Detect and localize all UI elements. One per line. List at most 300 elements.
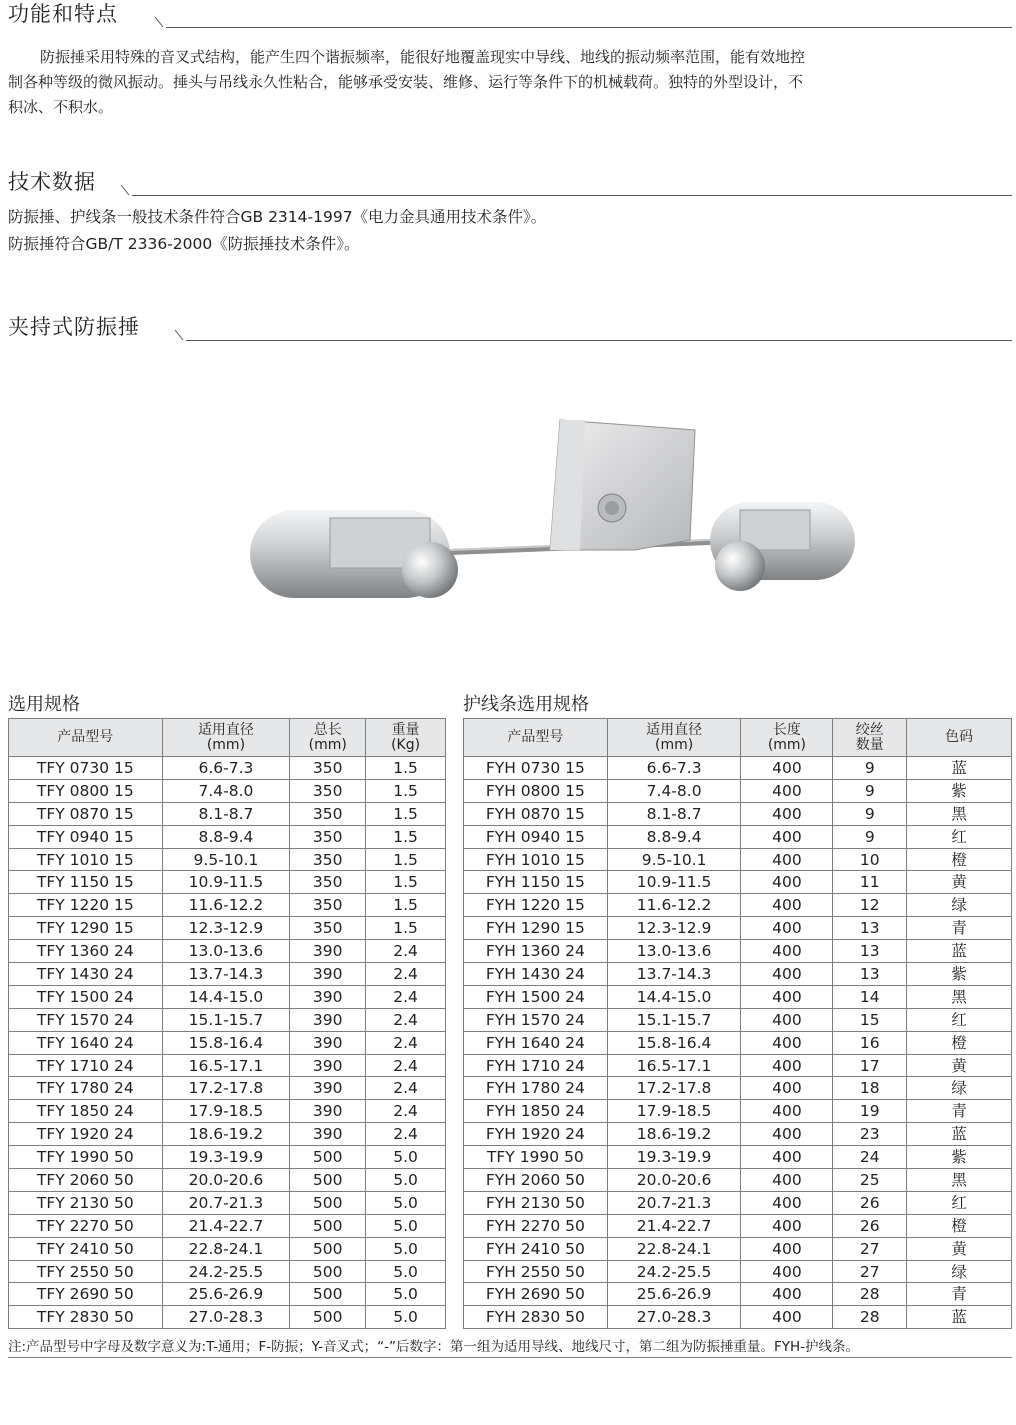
table-cell: 400 xyxy=(741,1077,833,1100)
table-cell: 橙 xyxy=(907,848,1012,871)
table-cell: 1.5 xyxy=(366,917,446,940)
table-cell: FYH 2270 50 xyxy=(464,1214,608,1237)
table-cell: 25.6-26.9 xyxy=(607,1283,741,1306)
table-cell: 400 xyxy=(741,871,833,894)
table-cell: TFY 2410 50 xyxy=(9,1237,163,1260)
table-cell: 350 xyxy=(290,825,366,848)
table-cell: 5.0 xyxy=(366,1260,446,1283)
table-cell: 15.8-16.4 xyxy=(607,1031,741,1054)
table-row xyxy=(9,757,446,780)
table-row xyxy=(9,1008,446,1031)
table-row xyxy=(9,825,446,848)
table-cell: FYH 1220 15 xyxy=(464,894,608,917)
table-cell: 青 xyxy=(907,1100,1012,1123)
table-cell: TFY 1430 24 xyxy=(9,963,163,986)
table-cell: 5.0 xyxy=(366,1306,446,1329)
table-cell: 9 xyxy=(833,802,907,825)
header-cell: 色码 xyxy=(907,719,1012,757)
table-cell: FYH 0940 15 xyxy=(464,825,608,848)
table-cell: 400 xyxy=(741,985,833,1008)
table-cell: 黑 xyxy=(907,985,1012,1008)
table-cell: 400 xyxy=(741,1100,833,1123)
table-cell: 5.0 xyxy=(366,1191,446,1214)
table-cell: 28 xyxy=(833,1283,907,1306)
table-cell: 2.4 xyxy=(366,940,446,963)
table-cell: FYH 2060 50 xyxy=(464,1169,608,1192)
table-row xyxy=(464,825,1012,848)
header-cell: 适用直径 (mm) xyxy=(162,719,290,757)
table-cell: 1.5 xyxy=(366,757,446,780)
table-cell: 27 xyxy=(833,1237,907,1260)
table-row xyxy=(464,1031,1012,1054)
table-cell: 红 xyxy=(907,1191,1012,1214)
table-cell: 5.0 xyxy=(366,1283,446,1306)
tech-title: 技术数据 xyxy=(8,170,96,194)
table-cell: 28 xyxy=(833,1306,907,1329)
tech-header xyxy=(8,168,1012,198)
tech-line-1: 防振捶、护线条一般技术条件符合GB 2314-1997《电力金具通用技术条件》。 xyxy=(8,208,547,226)
table-row xyxy=(464,1237,1012,1260)
table-cell: TFY 1990 50 xyxy=(464,1146,608,1169)
tech-line-2: 防振捶符合GB/T 2336-2000《防振捶技术条件》。 xyxy=(8,235,360,253)
table-cell: 18.6-19.2 xyxy=(162,1123,290,1146)
table-cell: 400 xyxy=(741,1169,833,1192)
table-cell: FYH 2410 50 xyxy=(464,1237,608,1260)
table-cell: 500 xyxy=(290,1237,366,1260)
table-cell: 1.5 xyxy=(366,825,446,848)
table-row xyxy=(9,1169,446,1192)
left-table-caption: 选用规格 xyxy=(8,694,80,715)
table-cell: 9.5-10.1 xyxy=(162,848,290,871)
features-line-1: 防振捶采用特殊的音叉式结构，能产生四个谐振频率，能很好地覆盖现实中导线、地线的振动频率范围，能有效地控 xyxy=(40,48,806,66)
table-cell: 15.8-16.4 xyxy=(162,1031,290,1054)
table-row xyxy=(9,1123,446,1146)
table-row xyxy=(9,963,446,986)
table-row xyxy=(464,963,1012,986)
table-cell: 500 xyxy=(290,1146,366,1169)
table-row xyxy=(9,848,446,871)
table-cell: TFY 1360 24 xyxy=(9,940,163,963)
table-cell: 350 xyxy=(290,894,366,917)
table-row xyxy=(464,894,1012,917)
table-row xyxy=(464,1191,1012,1214)
table-row xyxy=(9,894,446,917)
table-cell: 红 xyxy=(907,1008,1012,1031)
right-table-header-row xyxy=(464,719,1012,757)
header-cell: 总长 (mm) xyxy=(290,719,366,757)
table-row xyxy=(9,1054,446,1077)
table-row xyxy=(9,1031,446,1054)
right-table-caption: 护线条选用规格 xyxy=(463,694,589,715)
table-cell: 390 xyxy=(290,1054,366,1077)
table-cell: 19 xyxy=(833,1100,907,1123)
table-cell: 13.0-13.6 xyxy=(162,940,290,963)
table-cell: 13.7-14.3 xyxy=(607,963,741,986)
table-row xyxy=(9,1306,446,1329)
table-cell: 紫 xyxy=(907,1146,1012,1169)
table-cell: 10.9-11.5 xyxy=(162,871,290,894)
features-line-3: 积冰、不积水。 xyxy=(8,98,114,116)
table-cell: 500 xyxy=(290,1169,366,1192)
table-cell: 11 xyxy=(833,871,907,894)
table-row xyxy=(464,1306,1012,1329)
table-row xyxy=(464,802,1012,825)
table-cell: 8.1-8.7 xyxy=(162,802,290,825)
table-cell: FYH 1430 24 xyxy=(464,963,608,986)
table-cell: FYH 2550 50 xyxy=(464,1260,608,1283)
table-cell: 350 xyxy=(290,871,366,894)
table-cell: 400 xyxy=(741,802,833,825)
table-cell: 390 xyxy=(290,1077,366,1100)
table-cell: 25.6-26.9 xyxy=(162,1283,290,1306)
table-cell: 350 xyxy=(290,802,366,825)
table-cell: 8.8-9.4 xyxy=(607,825,741,848)
table-row xyxy=(464,1123,1012,1146)
table-cell: 黄 xyxy=(907,871,1012,894)
table-cell: 6.6-7.3 xyxy=(607,757,741,780)
table-cell: FYH 2830 50 xyxy=(464,1306,608,1329)
table-cell: 蓝 xyxy=(907,1306,1012,1329)
table-cell: 15.1-15.7 xyxy=(607,1008,741,1031)
clamp-title: 夹持式防振捶 xyxy=(8,315,140,339)
table-cell: 20.0-20.6 xyxy=(607,1169,741,1192)
table-cell: 400 xyxy=(741,1283,833,1306)
table-row xyxy=(464,1100,1012,1123)
table-cell: 15 xyxy=(833,1008,907,1031)
table-cell: 9.5-10.1 xyxy=(607,848,741,871)
table-cell: 24.2-25.5 xyxy=(162,1260,290,1283)
table-cell: 青 xyxy=(907,917,1012,940)
table-cell: TFY 2690 50 xyxy=(9,1283,163,1306)
table-cell: FYH 1150 15 xyxy=(464,871,608,894)
table-cell: 500 xyxy=(290,1260,366,1283)
table-cell: 400 xyxy=(741,1306,833,1329)
table-cell: FYH 1290 15 xyxy=(464,917,608,940)
table-cell: 2.4 xyxy=(366,1054,446,1077)
table-cell: 1.5 xyxy=(366,802,446,825)
table-cell: 16.5-17.1 xyxy=(162,1054,290,1077)
table-cell: 12.3-12.9 xyxy=(162,917,290,940)
table-cell: 400 xyxy=(741,1031,833,1054)
table-row xyxy=(9,917,446,940)
table-cell: 20.0-20.6 xyxy=(162,1169,290,1192)
table-cell: 26 xyxy=(833,1191,907,1214)
table-cell: 400 xyxy=(741,1191,833,1214)
table-cell: 2.4 xyxy=(366,985,446,1008)
table-cell: 20.7-21.3 xyxy=(607,1191,741,1214)
table-cell: TFY 1570 24 xyxy=(9,1008,163,1031)
header-rule xyxy=(166,27,1012,28)
table-cell: 24 xyxy=(833,1146,907,1169)
table-row xyxy=(9,1100,446,1123)
table-cell: 400 xyxy=(741,1054,833,1077)
table-cell: 18.6-19.2 xyxy=(607,1123,741,1146)
table-cell: 2.4 xyxy=(366,1077,446,1100)
table-cell: 1.5 xyxy=(366,871,446,894)
table-row xyxy=(464,1077,1012,1100)
table-cell: FYH 1570 24 xyxy=(464,1008,608,1031)
table-cell: 400 xyxy=(741,917,833,940)
table-cell: 19.3-19.9 xyxy=(162,1146,290,1169)
table-row xyxy=(9,1260,446,1283)
table-cell: 紫 xyxy=(907,963,1012,986)
left-table-body xyxy=(9,757,446,1329)
damper-product-image xyxy=(240,410,860,620)
table-cell: 12.3-12.9 xyxy=(607,917,741,940)
table-row xyxy=(9,1237,446,1260)
table-row xyxy=(464,985,1012,1008)
table-cell: FYH 1010 15 xyxy=(464,848,608,871)
left-spec-table xyxy=(8,718,446,1329)
table-cell: 绿 xyxy=(907,894,1012,917)
table-row xyxy=(464,1054,1012,1077)
table-cell: 19.3-19.9 xyxy=(607,1146,741,1169)
table-cell: 14 xyxy=(833,985,907,1008)
table-cell: TFY 1500 24 xyxy=(9,985,163,1008)
table-row xyxy=(464,1214,1012,1237)
table-cell: 400 xyxy=(741,1260,833,1283)
table-cell: 8.1-8.7 xyxy=(607,802,741,825)
table-cell: 8.8-9.4 xyxy=(162,825,290,848)
table-cell: TFY 1010 15 xyxy=(9,848,163,871)
features-line-2: 制各种等级的微风振动。捶头与吊线永久性粘合，能够承受安装、维修、运行等条件下的机械载荷。独特的外型设计，不 xyxy=(8,73,804,91)
clamp-header xyxy=(8,313,1012,343)
table-row xyxy=(464,1169,1012,1192)
table-cell: 黑 xyxy=(907,1169,1012,1192)
table-cell: 21.4-22.7 xyxy=(162,1214,290,1237)
table-cell: 350 xyxy=(290,779,366,802)
table-cell: FYH 0800 15 xyxy=(464,779,608,802)
table-cell: 17.9-18.5 xyxy=(607,1100,741,1123)
table-cell: 1.5 xyxy=(366,779,446,802)
table-row xyxy=(9,779,446,802)
table-cell: 15.1-15.7 xyxy=(162,1008,290,1031)
features-header xyxy=(8,0,1012,30)
table-cell: 17.2-17.8 xyxy=(162,1077,290,1100)
header-cell: 产品型号 xyxy=(464,719,608,757)
table-cell: 12 xyxy=(833,894,907,917)
table-cell: TFY 1150 15 xyxy=(9,871,163,894)
table-cell: FYH 1710 24 xyxy=(464,1054,608,1077)
table-row xyxy=(9,1214,446,1237)
footnote: 注:产品型号中字母及数字意义为:T-通用；F-防振；Y-音叉式；“-”后数字：第一组为适用导线、地线尺寸，第二组为防振捶重量。FYH-护线条。 xyxy=(8,1339,860,1355)
table-row xyxy=(464,1146,1012,1169)
table-row xyxy=(9,985,446,1008)
table-cell: 25 xyxy=(833,1169,907,1192)
table-cell: 400 xyxy=(741,1237,833,1260)
table-cell: TFY 2550 50 xyxy=(9,1260,163,1283)
table-cell: 400 xyxy=(741,848,833,871)
table-cell: TFY 2830 50 xyxy=(9,1306,163,1329)
table-cell: 400 xyxy=(741,963,833,986)
table-cell: 2.4 xyxy=(366,1031,446,1054)
table-cell: TFY 2130 50 xyxy=(9,1191,163,1214)
table-cell: TFY 0730 15 xyxy=(9,757,163,780)
table-cell: 390 xyxy=(290,940,366,963)
table-cell: 1.5 xyxy=(366,848,446,871)
table-cell: 17.2-17.8 xyxy=(607,1077,741,1100)
table-cell: 21.4-22.7 xyxy=(607,1214,741,1237)
table-cell: 14.4-15.0 xyxy=(607,985,741,1008)
table-cell: 13.0-13.6 xyxy=(607,940,741,963)
table-cell: 500 xyxy=(290,1214,366,1237)
table-cell: 蓝 xyxy=(907,1123,1012,1146)
table-cell: 500 xyxy=(290,1191,366,1214)
features-title: 功能和特点 xyxy=(8,2,118,26)
table-cell: 17 xyxy=(833,1054,907,1077)
table-cell: 10 xyxy=(833,848,907,871)
left-table-header-row xyxy=(9,719,446,757)
table-row xyxy=(9,871,446,894)
table-row xyxy=(9,1146,446,1169)
table-cell: 2.4 xyxy=(366,963,446,986)
table-cell: 6.6-7.3 xyxy=(162,757,290,780)
right-spec-table xyxy=(463,718,1012,1329)
table-row xyxy=(464,848,1012,871)
table-row xyxy=(9,940,446,963)
table-row xyxy=(9,1077,446,1100)
features-paragraph-2 xyxy=(8,70,1012,120)
table-cell: 350 xyxy=(290,917,366,940)
table-cell: FYH 1500 24 xyxy=(464,985,608,1008)
table-cell: TFY 1990 50 xyxy=(9,1146,163,1169)
header-cell: 绞丝 数量 xyxy=(833,719,907,757)
table-cell: 9 xyxy=(833,779,907,802)
table-row xyxy=(464,757,1012,780)
table-cell: 350 xyxy=(290,757,366,780)
table-cell: 11.6-12.2 xyxy=(162,894,290,917)
table-cell: 5.0 xyxy=(366,1169,446,1192)
table-cell: FYH 1780 24 xyxy=(464,1077,608,1100)
table-cell: 400 xyxy=(741,779,833,802)
table-cell: 11.6-12.2 xyxy=(607,894,741,917)
table-cell: 黑 xyxy=(907,802,1012,825)
table-cell: 23 xyxy=(833,1123,907,1146)
table-cell: 13 xyxy=(833,940,907,963)
table-row xyxy=(9,1283,446,1306)
table-cell: 400 xyxy=(741,825,833,848)
table-cell: TFY 1290 15 xyxy=(9,917,163,940)
right-table-body xyxy=(464,757,1012,1329)
table-cell: 22.8-24.1 xyxy=(607,1237,741,1260)
table-cell: FYH 2690 50 xyxy=(464,1283,608,1306)
table-cell: 390 xyxy=(290,963,366,986)
table-cell: TFY 1850 24 xyxy=(9,1100,163,1123)
table-cell: 17.9-18.5 xyxy=(162,1100,290,1123)
table-cell: 390 xyxy=(290,1123,366,1146)
table-cell: 27.0-28.3 xyxy=(162,1306,290,1329)
table-cell: TFY 2270 50 xyxy=(9,1214,163,1237)
table-row xyxy=(9,802,446,825)
table-cell: 橙 xyxy=(907,1031,1012,1054)
table-cell: FYH 1640 24 xyxy=(464,1031,608,1054)
table-cell: TFY 1710 24 xyxy=(9,1054,163,1077)
table-cell: 390 xyxy=(290,1100,366,1123)
header-cell: 适用直径 (mm) xyxy=(607,719,741,757)
table-cell: 黄 xyxy=(907,1054,1012,1077)
table-cell: 400 xyxy=(741,940,833,963)
table-cell: FYH 1360 24 xyxy=(464,940,608,963)
table-cell: 13 xyxy=(833,963,907,986)
table-cell: 22.8-24.1 xyxy=(162,1237,290,1260)
table-cell: 橙 xyxy=(907,1214,1012,1237)
table-cell: TFY 1780 24 xyxy=(9,1077,163,1100)
table-cell: 26 xyxy=(833,1214,907,1237)
table-row xyxy=(464,871,1012,894)
table-cell: 2.4 xyxy=(366,1100,446,1123)
table-cell: 1.5 xyxy=(366,894,446,917)
table-cell: TFY 0800 15 xyxy=(9,779,163,802)
table-cell: 蓝 xyxy=(907,940,1012,963)
table-cell: 400 xyxy=(741,1008,833,1031)
table-cell: 青 xyxy=(907,1283,1012,1306)
table-cell: 390 xyxy=(290,1008,366,1031)
table-cell: 5.0 xyxy=(366,1214,446,1237)
header-cell: 长度 (mm) xyxy=(741,719,833,757)
header-cell: 重量 (Kg) xyxy=(366,719,446,757)
table-cell: FYH 0870 15 xyxy=(464,802,608,825)
table-cell: 390 xyxy=(290,1031,366,1054)
table-cell: 13 xyxy=(833,917,907,940)
table-cell: TFY 1920 24 xyxy=(9,1123,163,1146)
footnote-rule xyxy=(8,1357,1012,1358)
table-cell: 500 xyxy=(290,1306,366,1329)
table-cell: 绿 xyxy=(907,1260,1012,1283)
table-cell: FYH 1920 24 xyxy=(464,1123,608,1146)
table-cell: 500 xyxy=(290,1283,366,1306)
table-cell: 400 xyxy=(741,1123,833,1146)
table-cell: 红 xyxy=(907,825,1012,848)
table-cell: TFY 1220 15 xyxy=(9,894,163,917)
table-cell: 400 xyxy=(741,1214,833,1237)
table-cell: 16.5-17.1 xyxy=(607,1054,741,1077)
table-cell: 5.0 xyxy=(366,1146,446,1169)
table-cell: TFY 0870 15 xyxy=(9,802,163,825)
table-cell: 黄 xyxy=(907,1237,1012,1260)
table-cell: 7.4-8.0 xyxy=(607,779,741,802)
table-cell: 7.4-8.0 xyxy=(162,779,290,802)
table-cell: 350 xyxy=(290,848,366,871)
table-cell: 400 xyxy=(741,894,833,917)
table-cell: 390 xyxy=(290,985,366,1008)
table-row xyxy=(464,940,1012,963)
table-row xyxy=(464,1283,1012,1306)
table-cell: FYH 2130 50 xyxy=(464,1191,608,1214)
table-cell: 蓝 xyxy=(907,757,1012,780)
table-cell: 400 xyxy=(741,1146,833,1169)
table-cell: 9 xyxy=(833,825,907,848)
table-cell: 14.4-15.0 xyxy=(162,985,290,1008)
table-cell: TFY 2060 50 xyxy=(9,1169,163,1192)
table-cell: TFY 0940 15 xyxy=(9,825,163,848)
table-row xyxy=(464,779,1012,802)
table-cell: 27 xyxy=(833,1260,907,1283)
table-row xyxy=(9,1191,446,1214)
table-cell: 2.4 xyxy=(366,1123,446,1146)
table-row xyxy=(464,1260,1012,1283)
table-cell: FYH 0730 15 xyxy=(464,757,608,780)
table-cell: 18 xyxy=(833,1077,907,1100)
table-cell: 20.7-21.3 xyxy=(162,1191,290,1214)
table-cell: 5.0 xyxy=(366,1237,446,1260)
features-paragraph xyxy=(8,45,1012,70)
table-cell: 13.7-14.3 xyxy=(162,963,290,986)
table-cell: 2.4 xyxy=(366,1008,446,1031)
table-row xyxy=(464,917,1012,940)
table-cell: 27.0-28.3 xyxy=(607,1306,741,1329)
table-cell: TFY 1640 24 xyxy=(9,1031,163,1054)
header-rule xyxy=(132,195,1012,196)
